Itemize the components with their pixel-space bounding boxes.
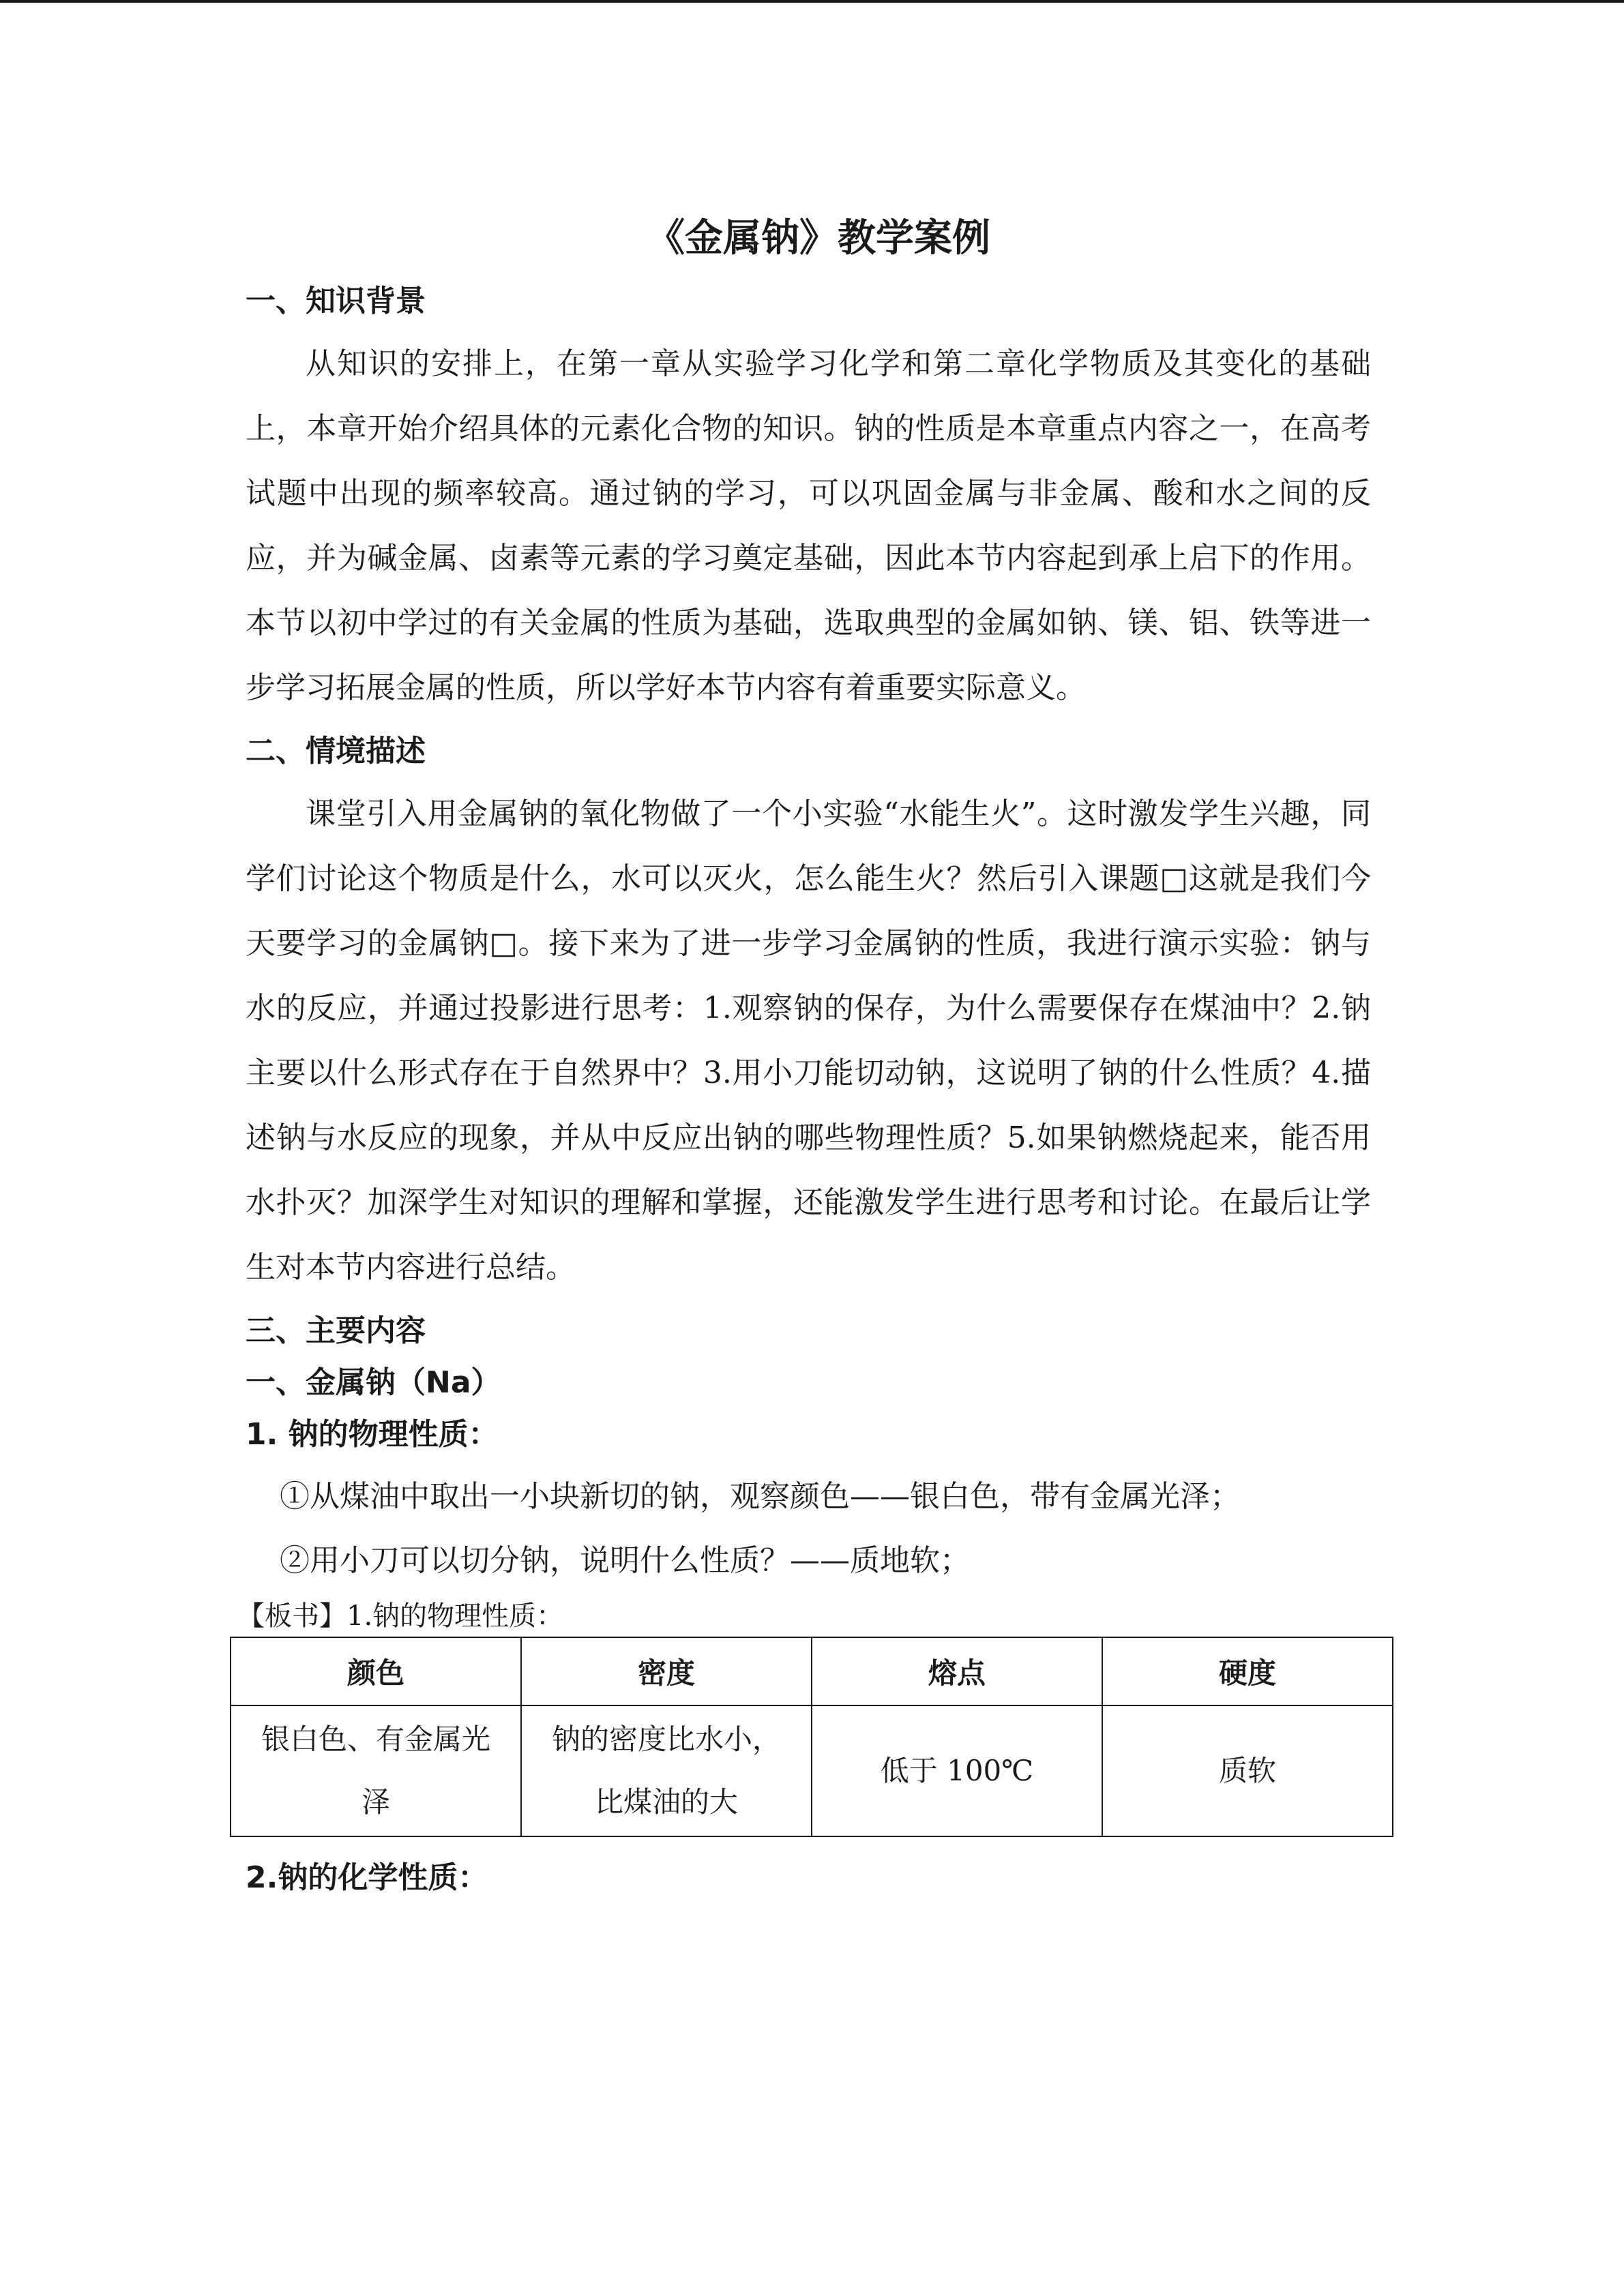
- list-item: ②用小刀可以切分钠，说明什么性质？——质地软；: [280, 1543, 970, 1578]
- table-header-row: [231, 1637, 1393, 1705]
- section-heading-background: 一、知识背景: [246, 284, 426, 318]
- subsection-heading-chemical-properties: 2.钠的化学性质：: [246, 1860, 488, 1895]
- board-label: 【板书】1.钠的物理性质：: [237, 1600, 564, 1632]
- top-border-line: [0, 0, 1624, 3]
- physical-properties-table: [230, 1637, 1393, 1837]
- background-paragraph: 从知识的安排上，在第一章从实验学习化学和第二章化学物质及其变化的基础上，本章开始介绍具体的元素化合物的知识。钠的性质是本章重点内容之一，在高考试题中出现的频率较高。通过钠的学习，可以巩固金属与非金属、酸和水之间的反应，并为碱金属、卤素等元素的学习奠定基础，因此本节内容起到承上启下的作用。本节以初中学过的有关金属的性质为基础，选取典型的金属如钠、镁、铝、铁等进一步学习拓展金属的性质，所以学好本节内容有着重要实际意义。: [246, 346, 1371, 705]
- table-row: [231, 1705, 1393, 1836]
- scenario-paragraph: 课堂引入用金属钠的氧化物做了一个小实验“水能生火”。这时激发学生兴趣，同学们讨论这个物质是什么，水可以灭火，怎么能生火？然后引入课题□这就是我们今天要学习的金属钠□。接下来为了进一步学习金属钠的性质，我进行演示实验：钠与水的反应，并通过投影进行思考：1.观察钠的保存，为什么需要保存在煤油中？2.钠主要以什么形式存在于自然界中？3.用小刀能切动钠，这说明了钠的什么性质？4.描述钠与水反应的现象，并从中反应出钠的哪些物理性质？5.如果钠燃烧起来，能否用水扑灭？加深学生对知识的理解和掌握，还能激发学生进行思考和讨论。在最后让学生对本节内容进行总结。: [246, 796, 1371, 1285]
- table-header-cell: 熔点: [812, 1637, 1102, 1705]
- table-cell: 低于 100℃: [812, 1705, 1102, 1836]
- table-header-cell: 密度: [521, 1637, 812, 1705]
- section-heading-main-content: 三、主要内容: [246, 1313, 426, 1348]
- list-item: ①从煤油中取出一小块新切的钠，观察颜色——银白色，带有金属光泽；: [280, 1479, 1240, 1514]
- table-cell: 质软: [1102, 1705, 1393, 1836]
- subsection-heading-physical-properties: 1. 钠的物理性质：: [246, 1417, 499, 1452]
- subsection-heading-sodium: 一、金属钠（Na）: [246, 1365, 501, 1400]
- table-header-cell: 颜色: [231, 1637, 521, 1705]
- document-title: 《金属钠》教学案例: [647, 216, 990, 260]
- table-header-cell: 硬度: [1102, 1637, 1393, 1705]
- table-cell: 钠的密度比水小，比煤油的大: [521, 1705, 812, 1836]
- section-heading-scenario: 二、情境描述: [246, 734, 426, 769]
- table-cell: 银白色、有金属光泽: [231, 1705, 521, 1836]
- document-page: [237, 211, 1371, 1898]
